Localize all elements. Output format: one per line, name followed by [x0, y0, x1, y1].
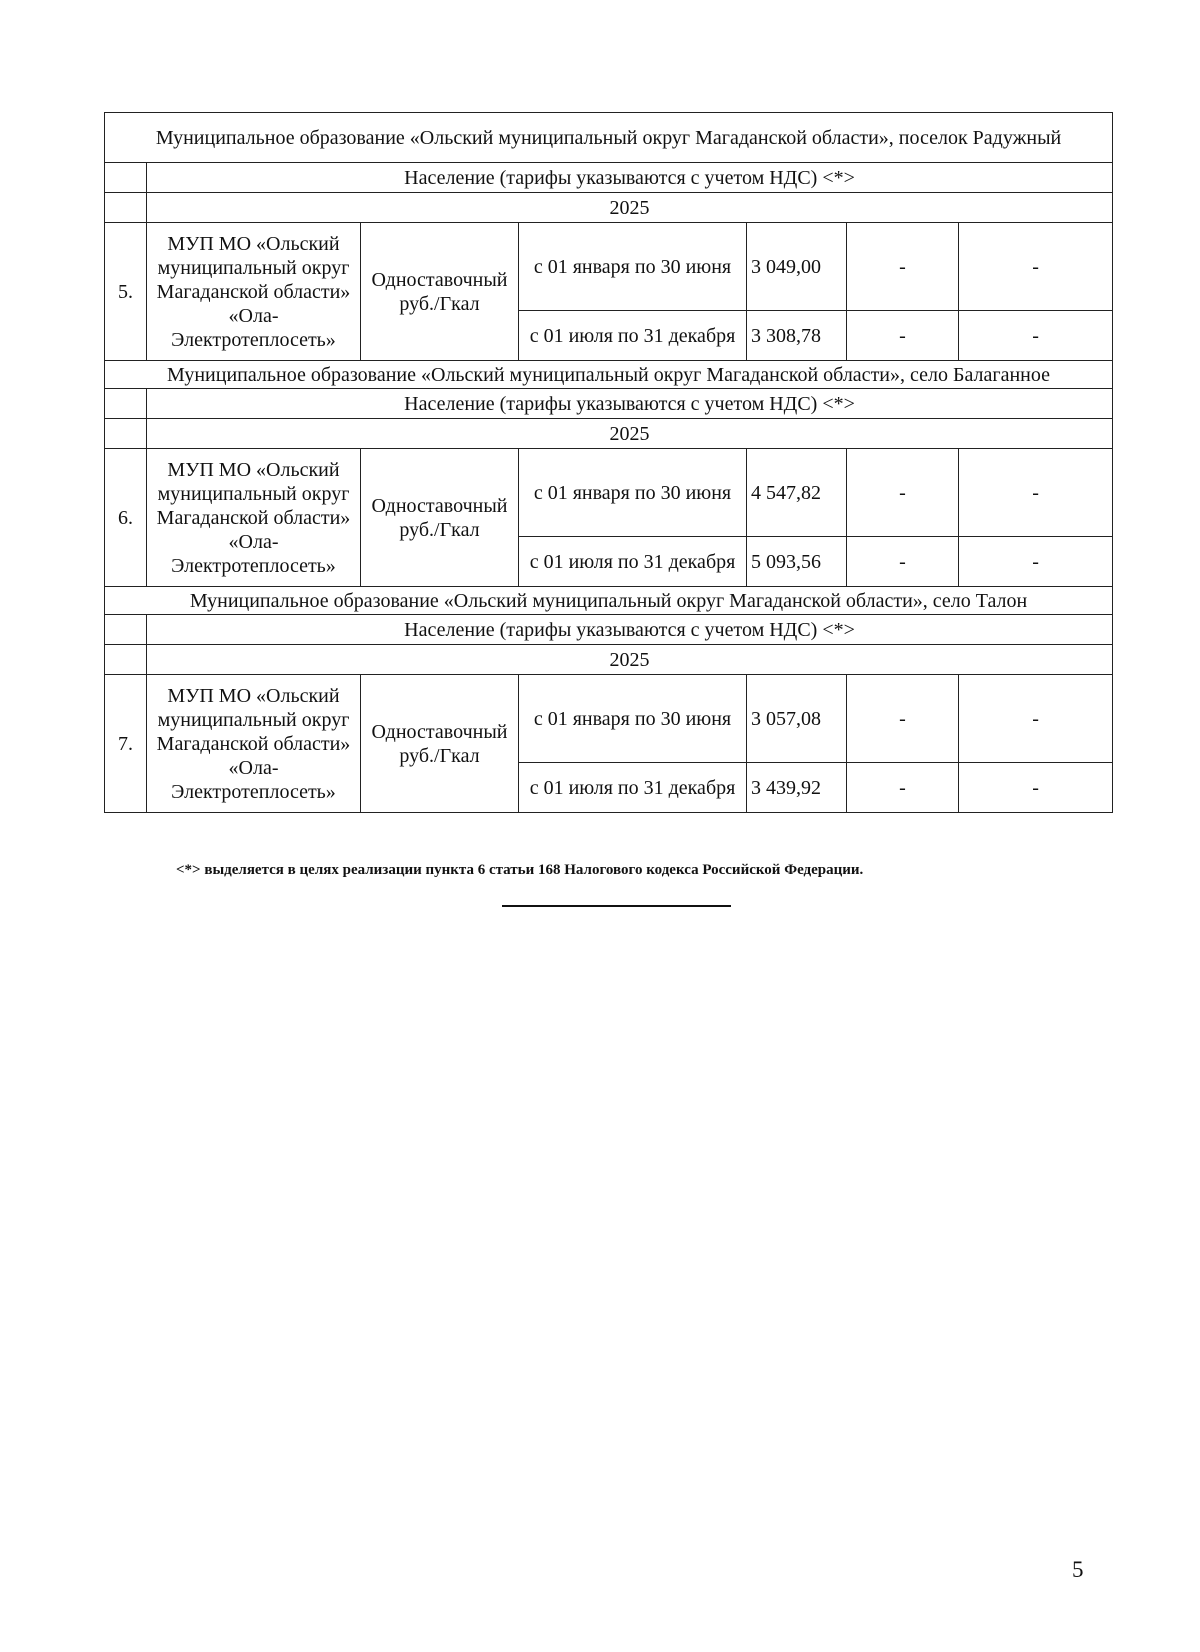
page-number: 5	[1072, 1557, 1084, 1582]
empty-value: -	[847, 449, 959, 537]
period-label: с 01 января по 30 июня	[519, 675, 747, 763]
table-row	[105, 675, 1113, 763]
section-title-row	[105, 113, 1113, 163]
table-row	[105, 449, 1113, 537]
section-title: Муниципальное образование «Ольский муниципальный округ Магаданской области», село Балаганное	[105, 361, 1113, 389]
section-title-row	[105, 361, 1113, 389]
tariff-value: 3 049,00	[747, 223, 847, 311]
tariff-value: 3 439,92	[747, 763, 847, 813]
organization-name: МУП МО «Ольский муниципальный округ Магаданской области» «Ола-Электротеплосеть»	[147, 223, 361, 361]
section-title-row	[105, 587, 1113, 615]
group-row	[105, 389, 1113, 419]
empty-cell	[105, 419, 147, 449]
year-row	[105, 419, 1113, 449]
tariff-type: Одноставочный руб./Гкал	[361, 675, 519, 813]
footnote: <*> выделяется в целях реализации пункта 6 статьи 168 Налогового кодекса Российской Федерации.	[176, 862, 864, 878]
year-row	[105, 645, 1113, 675]
period-label: с 01 января по 30 июня	[519, 449, 747, 537]
row-number: 5.	[105, 223, 147, 361]
empty-cell	[105, 389, 147, 419]
section-title: Муниципальное образование «Ольский муниципальный округ Магаданской области», поселок Радужный	[105, 113, 1113, 163]
empty-value: -	[959, 311, 1113, 361]
empty-cell	[105, 163, 147, 193]
period-label: с 01 июля по 31 декабря	[519, 763, 747, 813]
group-label: Население (тарифы указываются с учетом НДС) <*>	[147, 615, 1113, 645]
empty-value: -	[959, 223, 1113, 311]
table-row	[105, 223, 1113, 311]
period-label: с 01 января по 30 июня	[519, 223, 747, 311]
empty-cell	[105, 645, 147, 675]
period-label: с 01 июля по 31 декабря	[519, 537, 747, 587]
empty-cell	[105, 615, 147, 645]
empty-value: -	[847, 763, 959, 813]
tariff-type: Одноставочный руб./Гкал	[361, 223, 519, 361]
empty-value: -	[847, 311, 959, 361]
tariff-type: Одноставочный руб./Гкал	[361, 449, 519, 587]
table-body	[105, 113, 1113, 813]
empty-cell	[105, 193, 147, 223]
empty-value: -	[847, 675, 959, 763]
empty-value: -	[959, 449, 1113, 537]
group-row	[105, 163, 1113, 193]
section-title: Муниципальное образование «Ольский муниципальный округ Магаданской области», село Талон	[105, 587, 1113, 615]
row-number: 6.	[105, 449, 147, 587]
row-number: 7.	[105, 675, 147, 813]
year-label: 2025	[147, 193, 1113, 223]
group-row	[105, 615, 1113, 645]
year-label: 2025	[147, 419, 1113, 449]
empty-value: -	[959, 675, 1113, 763]
empty-value: -	[959, 763, 1113, 813]
year-row	[105, 193, 1113, 223]
empty-value: -	[959, 537, 1113, 587]
separator-line	[502, 905, 731, 907]
tariff-table	[104, 112, 1113, 813]
tariff-value: 4 547,82	[747, 449, 847, 537]
organization-name: МУП МО «Ольский муниципальный округ Магаданской области» «Ола-Электротеплосеть»	[147, 449, 361, 587]
tariff-value: 3 057,08	[747, 675, 847, 763]
year-label: 2025	[147, 645, 1113, 675]
empty-value: -	[847, 223, 959, 311]
group-label: Население (тарифы указываются с учетом НДС) <*>	[147, 389, 1113, 419]
group-label: Население (тарифы указываются с учетом НДС) <*>	[147, 163, 1113, 193]
empty-value: -	[847, 537, 959, 587]
tariff-value: 5 093,56	[747, 537, 847, 587]
period-label: с 01 июля по 31 декабря	[519, 311, 747, 361]
tariff-value: 3 308,78	[747, 311, 847, 361]
organization-name: МУП МО «Ольский муниципальный округ Магаданской области» «Ола-Электротеплосеть»	[147, 675, 361, 813]
